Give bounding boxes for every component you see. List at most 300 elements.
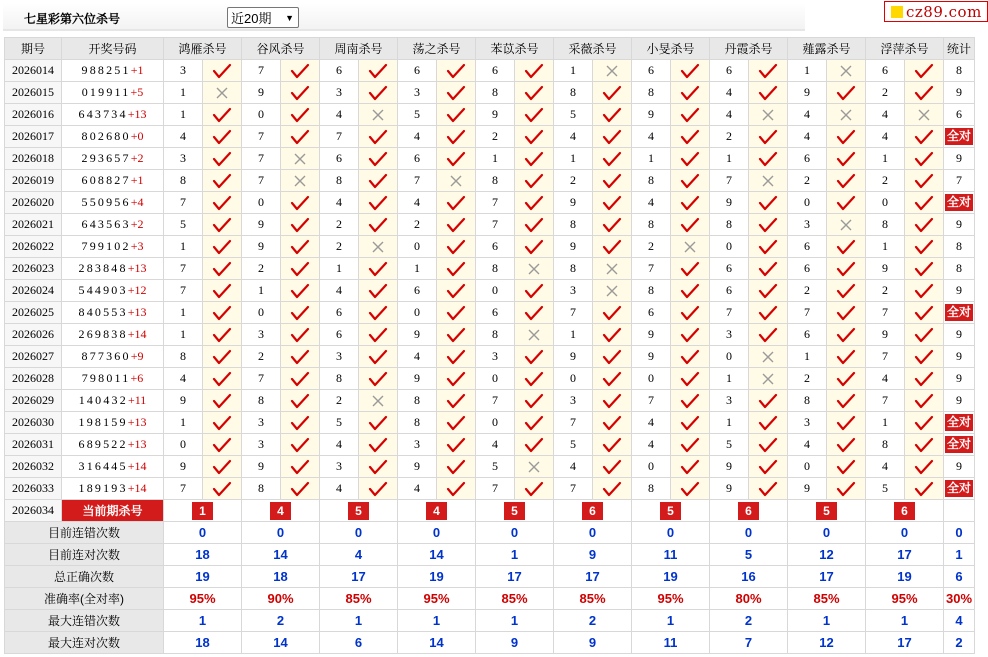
check-icon (836, 239, 856, 255)
kill-value: 7 (242, 126, 281, 148)
table-row (5, 236, 975, 258)
kill-result (437, 236, 476, 258)
check-icon (758, 217, 778, 233)
check-icon (758, 459, 778, 475)
kill-value: 7 (242, 148, 281, 170)
kill-value: 9 (866, 258, 905, 280)
kill-result (203, 280, 242, 302)
kill-result (281, 258, 320, 280)
kill-result (905, 434, 944, 456)
check-icon (524, 195, 544, 211)
cross-icon (605, 64, 619, 78)
kill-result (671, 192, 710, 214)
table-row (5, 478, 975, 500)
kill-result (359, 60, 398, 82)
kill-result (749, 236, 788, 258)
kill-value: 8 (632, 170, 671, 192)
row-stat: 8 (944, 60, 975, 82)
check-icon (212, 107, 232, 123)
kill-result (359, 82, 398, 104)
kill-result (749, 192, 788, 214)
summary-value: 0 (710, 522, 788, 544)
kill-result (827, 236, 866, 258)
kill-result (749, 434, 788, 456)
kill-result (281, 214, 320, 236)
summary-value: 1 (788, 610, 866, 632)
kill-result (437, 346, 476, 368)
kill-value: 3 (554, 280, 593, 302)
all-right-badge: 全对 (946, 129, 971, 143)
kill-result (593, 170, 632, 192)
check-icon (368, 415, 388, 431)
kill-result (203, 478, 242, 500)
kill-value: 9 (710, 192, 749, 214)
kill-result (515, 192, 554, 214)
draw-sum-offset: +2 (130, 217, 144, 231)
summary-value: 80% (710, 588, 788, 610)
check-icon (914, 415, 934, 431)
draw-numbers (62, 60, 164, 82)
kill-value: 2 (866, 170, 905, 192)
kill-result (515, 82, 554, 104)
check-icon (602, 85, 622, 101)
kill-value: 0 (242, 104, 281, 126)
check-icon (446, 305, 466, 321)
check-icon (602, 415, 622, 431)
summary-value: 12 (788, 632, 866, 654)
kill-value: 9 (710, 478, 749, 500)
summary-label: 准确率(全对率) (5, 588, 164, 610)
kill-result (593, 302, 632, 324)
check-icon (602, 195, 622, 211)
current-kill-cell (632, 500, 710, 522)
kill-value: 7 (476, 390, 515, 412)
draw-digits: 019911 (81, 85, 131, 99)
kill-result (671, 434, 710, 456)
summary-value: 9 (476, 632, 554, 654)
kill-number-table (4, 37, 975, 654)
kill-value: 3 (710, 324, 749, 346)
draw-digits: 189193 (78, 481, 128, 495)
check-icon (758, 129, 778, 145)
kill-result (203, 148, 242, 170)
kill-value: 8 (320, 368, 359, 390)
period-select[interactable] (227, 7, 299, 28)
check-icon (368, 173, 388, 189)
kill-value: 7 (866, 346, 905, 368)
summary-value: 85% (788, 588, 866, 610)
kill-result (437, 148, 476, 170)
kill-result (671, 302, 710, 324)
check-icon (758, 415, 778, 431)
kill-value: 8 (398, 412, 437, 434)
table-row (5, 192, 975, 214)
summary-value: 0 (242, 522, 320, 544)
kill-value: 8 (476, 82, 515, 104)
table-row (5, 346, 975, 368)
row-stat (944, 478, 975, 500)
check-icon (290, 393, 310, 409)
check-icon (212, 151, 232, 167)
draw-sum-offset: +9 (130, 349, 144, 363)
summary-value: 2 (242, 610, 320, 632)
kill-value: 7 (632, 390, 671, 412)
kill-result (437, 324, 476, 346)
check-icon (602, 371, 622, 387)
cross-icon (293, 174, 307, 188)
cross-icon (917, 108, 931, 122)
kill-result (593, 126, 632, 148)
draw-sum-offset: +13 (127, 437, 147, 451)
kill-value: 9 (554, 346, 593, 368)
cross-icon (761, 108, 775, 122)
draw-sum-offset: +3 (130, 239, 144, 253)
kill-result (281, 126, 320, 148)
current-kill-cell (164, 500, 242, 522)
draw-numbers (62, 192, 164, 214)
kill-value: 4 (320, 192, 359, 214)
kill-value: 1 (554, 324, 593, 346)
current-stat-empty (944, 500, 975, 522)
summary-value: 90% (242, 588, 320, 610)
check-icon (914, 481, 934, 497)
check-icon (758, 261, 778, 277)
kill-value: 2 (788, 368, 827, 390)
kill-result (515, 324, 554, 346)
kill-result (905, 346, 944, 368)
kill-result (281, 412, 320, 434)
kill-value: 6 (632, 60, 671, 82)
summary-value: 1 (320, 610, 398, 632)
check-icon (368, 151, 388, 167)
kill-result (281, 104, 320, 126)
kill-result (515, 280, 554, 302)
check-icon (290, 437, 310, 453)
check-icon (446, 371, 466, 387)
kill-value: 3 (788, 412, 827, 434)
all-right-badge: 全对 (946, 481, 971, 495)
kill-result (749, 170, 788, 192)
check-icon (914, 283, 934, 299)
summary-value: 17 (320, 566, 398, 588)
kill-result (905, 82, 944, 104)
row-stat (944, 434, 975, 456)
kill-value: 1 (242, 280, 281, 302)
kill-value: 9 (398, 456, 437, 478)
kill-value: 1 (164, 324, 203, 346)
draw-digits: 283848 (78, 261, 128, 275)
kill-result (749, 214, 788, 236)
check-icon (212, 437, 232, 453)
table-row (5, 258, 975, 280)
summary-value: 0 (398, 522, 476, 544)
kill-value: 1 (164, 82, 203, 104)
draw-digits: 608827 (81, 173, 131, 187)
check-icon (290, 349, 310, 365)
kill-value: 6 (632, 302, 671, 324)
kill-result (749, 148, 788, 170)
summary-value: 1 (866, 610, 944, 632)
kill-value: 2 (632, 236, 671, 258)
column-header: 谷风杀号 (242, 38, 320, 60)
column-header: 周南杀号 (320, 38, 398, 60)
summary-label: 目前连错次数 (5, 522, 164, 544)
kill-value: 0 (554, 368, 593, 390)
kill-result (203, 434, 242, 456)
check-icon (836, 459, 856, 475)
draw-sum-offset: +5 (130, 85, 144, 99)
check-icon (758, 327, 778, 343)
kill-value: 6 (788, 236, 827, 258)
kill-value: 0 (242, 192, 281, 214)
kill-result (281, 302, 320, 324)
kill-result (203, 214, 242, 236)
issue-number: 2026030 (5, 412, 62, 434)
kill-result (749, 412, 788, 434)
row-stat: 9 (944, 214, 975, 236)
kill-result (749, 324, 788, 346)
check-icon (602, 481, 622, 497)
check-icon (758, 63, 778, 79)
kill-result (359, 104, 398, 126)
kill-result (827, 302, 866, 324)
kill-value: 6 (320, 148, 359, 170)
cross-icon (839, 108, 853, 122)
kill-result (437, 478, 476, 500)
draw-sum-offset: +14 (127, 327, 147, 341)
summary-value: 14 (242, 632, 320, 654)
check-icon (212, 393, 232, 409)
check-icon (290, 239, 310, 255)
kill-result (905, 368, 944, 390)
table-row (5, 60, 975, 82)
check-icon (212, 129, 232, 145)
summary-row (5, 632, 975, 654)
summary-value: 2 (554, 610, 632, 632)
check-icon (914, 151, 934, 167)
check-icon (680, 459, 700, 475)
check-icon (602, 437, 622, 453)
kill-result (593, 258, 632, 280)
check-icon (212, 63, 232, 79)
check-icon (680, 305, 700, 321)
summary-row (5, 544, 975, 566)
check-icon (524, 437, 544, 453)
kill-value: 2 (476, 126, 515, 148)
kill-result (749, 60, 788, 82)
check-icon (680, 107, 700, 123)
check-icon (290, 371, 310, 387)
check-icon (524, 63, 544, 79)
kill-result (281, 434, 320, 456)
cross-icon (449, 174, 463, 188)
check-icon (758, 305, 778, 321)
kill-value: 8 (476, 258, 515, 280)
check-icon (836, 481, 856, 497)
kill-result (827, 478, 866, 500)
kill-value: 2 (242, 258, 281, 280)
row-stat: 7 (944, 170, 975, 192)
issue-number: 2026033 (5, 478, 62, 500)
column-header: 小旻杀号 (632, 38, 710, 60)
kill-value: 6 (866, 60, 905, 82)
kill-result (437, 104, 476, 126)
kill-value: 1 (554, 148, 593, 170)
kill-value: 4 (710, 82, 749, 104)
kill-value: 4 (866, 456, 905, 478)
kill-value: 5 (164, 214, 203, 236)
kill-value: 8 (164, 170, 203, 192)
summary-value: 4 (320, 544, 398, 566)
kill-result (671, 280, 710, 302)
kill-value: 2 (554, 170, 593, 192)
kill-value: 1 (398, 258, 437, 280)
draw-sum-offset: +14 (127, 459, 147, 473)
kill-result (827, 412, 866, 434)
summary-value: 1 (476, 544, 554, 566)
kill-value: 8 (632, 214, 671, 236)
kill-value: 7 (632, 258, 671, 280)
kill-result (671, 324, 710, 346)
summary-value: 11 (632, 632, 710, 654)
check-icon (914, 63, 934, 79)
check-icon (602, 173, 622, 189)
kill-value: 4 (632, 126, 671, 148)
kill-value: 1 (164, 236, 203, 258)
check-icon (446, 459, 466, 475)
kill-value: 4 (320, 280, 359, 302)
kill-value: 4 (320, 104, 359, 126)
kill-result (905, 302, 944, 324)
check-icon (524, 239, 544, 255)
draw-sum-offset: +6 (130, 371, 144, 385)
kill-result (515, 302, 554, 324)
draw-numbers (62, 104, 164, 126)
kill-value: 4 (788, 434, 827, 456)
kill-result (905, 60, 944, 82)
kill-value: 7 (476, 192, 515, 214)
kill-value: 3 (398, 434, 437, 456)
kill-result (437, 412, 476, 434)
kill-value: 6 (788, 148, 827, 170)
kill-value: 9 (788, 82, 827, 104)
kill-value: 2 (788, 170, 827, 192)
kill-result (515, 390, 554, 412)
summary-value: 95% (632, 588, 710, 610)
summary-value: 1 (476, 610, 554, 632)
table-row (5, 214, 975, 236)
kill-result (749, 126, 788, 148)
kill-result (515, 170, 554, 192)
draw-digits: 140432 (78, 393, 128, 407)
kill-result (827, 346, 866, 368)
kill-value: 8 (632, 280, 671, 302)
kill-result (281, 236, 320, 258)
draw-digits: 293657 (81, 151, 131, 165)
check-icon (758, 85, 778, 101)
issue-number: 2026020 (5, 192, 62, 214)
kill-value: 4 (554, 126, 593, 148)
summary-value: 0 (788, 522, 866, 544)
kill-result (827, 60, 866, 82)
cross-icon (293, 152, 307, 166)
kill-value: 9 (476, 104, 515, 126)
summary-value: 0 (164, 522, 242, 544)
summary-value: 2 (710, 610, 788, 632)
kill-value: 2 (710, 126, 749, 148)
kill-result (359, 280, 398, 302)
table-row (5, 104, 975, 126)
check-icon (524, 305, 544, 321)
draw-digits: 802680 (81, 129, 131, 143)
kill-result (437, 126, 476, 148)
row-stat (944, 302, 975, 324)
draw-sum-offset: +13 (127, 261, 147, 275)
check-icon (212, 349, 232, 365)
kill-value: 4 (320, 434, 359, 456)
cross-icon (761, 372, 775, 386)
kill-result (827, 390, 866, 412)
check-icon (602, 217, 622, 233)
kill-result (905, 258, 944, 280)
check-icon (836, 371, 856, 387)
kill-value: 9 (242, 214, 281, 236)
kill-value: 0 (866, 192, 905, 214)
kill-result (671, 390, 710, 412)
draw-numbers (62, 302, 164, 324)
kill-result (437, 258, 476, 280)
kill-result (359, 302, 398, 324)
check-icon (680, 371, 700, 387)
check-icon (446, 63, 466, 79)
check-icon (680, 217, 700, 233)
check-icon (290, 459, 310, 475)
kill-value: 8 (242, 478, 281, 500)
kill-value: 9 (398, 368, 437, 390)
kill-value: 9 (554, 192, 593, 214)
check-icon (836, 173, 856, 189)
check-icon (212, 195, 232, 211)
check-icon (212, 283, 232, 299)
check-icon (602, 349, 622, 365)
kill-result (905, 280, 944, 302)
site-logo[interactable] (884, 1, 988, 22)
summary-value: 19 (398, 566, 476, 588)
kill-value: 6 (320, 60, 359, 82)
check-icon (914, 129, 934, 145)
draw-numbers (62, 280, 164, 302)
kill-result (749, 258, 788, 280)
kill-value: 1 (788, 346, 827, 368)
kill-result (671, 170, 710, 192)
kill-value: 6 (710, 60, 749, 82)
summary-value: 1 (164, 610, 242, 632)
summary-value: 95% (164, 588, 242, 610)
kill-result (827, 434, 866, 456)
kill-value: 4 (398, 478, 437, 500)
kill-value: 4 (632, 434, 671, 456)
check-icon (212, 371, 232, 387)
check-icon (836, 437, 856, 453)
kill-value: 5 (710, 434, 749, 456)
table-row (5, 368, 975, 390)
check-icon (212, 327, 232, 343)
draw-digits: 544903 (78, 283, 128, 297)
kill-value: 7 (398, 170, 437, 192)
summary-value: 30% (944, 588, 975, 610)
kill-value: 4 (632, 412, 671, 434)
kill-result (281, 390, 320, 412)
